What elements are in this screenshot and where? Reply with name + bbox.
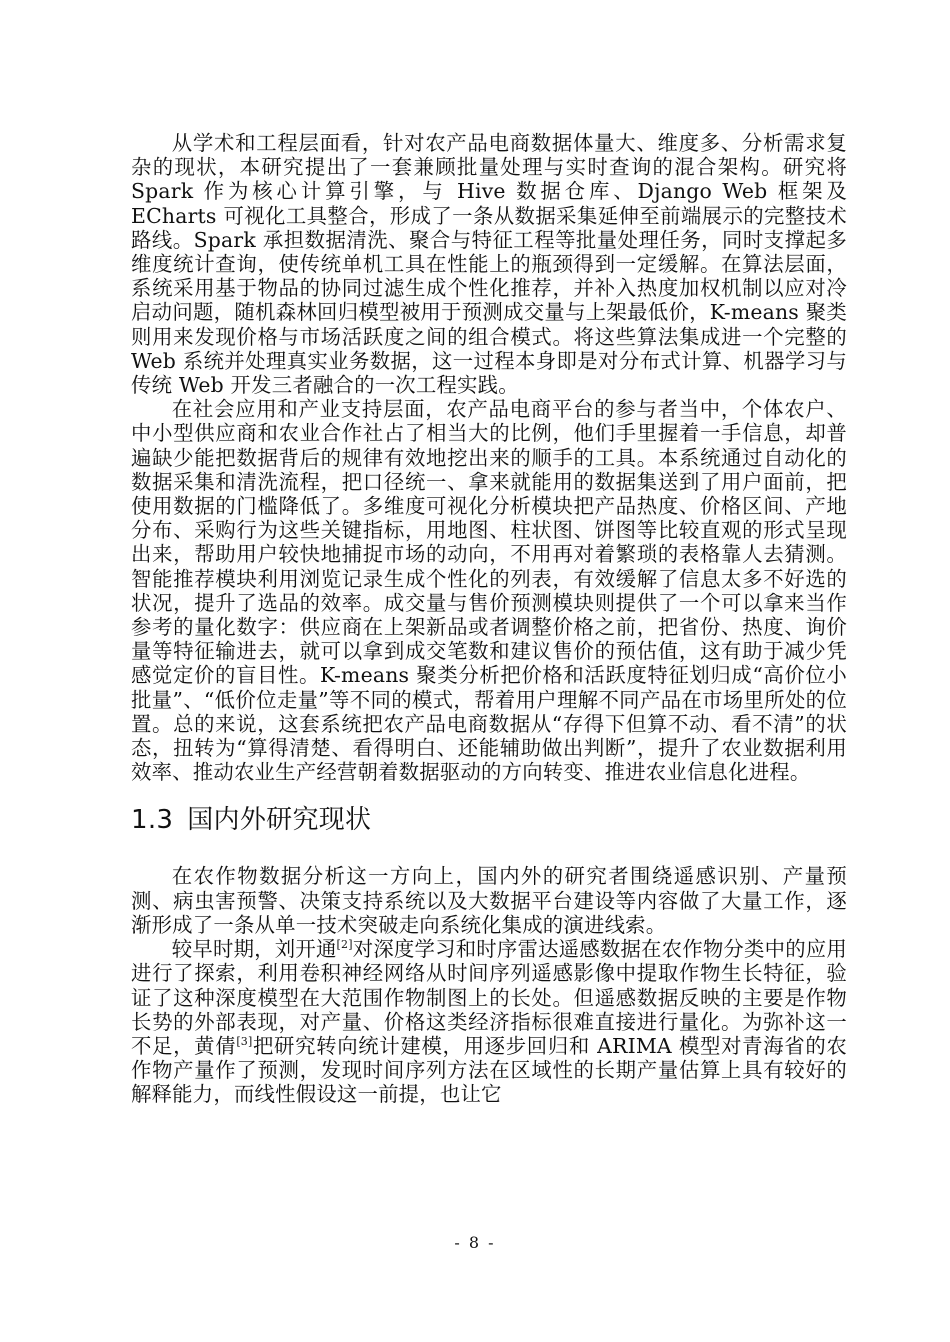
section-title: 国内外研究现状 xyxy=(187,805,372,836)
section-number: 1.3 xyxy=(131,805,174,836)
paragraph-text-part-2: 对深度学习和时序雷达遥感数据在农作物分类中的应用进行了探索，利用卷积神经网络从时间序列遥感影像中提取作物生长特征，验证了这种深度模型在大范围作物制图上的长处。但遥感数据反映的主要是作物长势的外部表现，对产量、价格这类经济指标很难直接进行量化。为弥补这一不足，黄倩 xyxy=(131,937,847,1058)
paragraph-early-research xyxy=(131,937,847,1106)
paragraph-text-part-3: 把研究转向统计建模，用逐步回归和 ARIMA 模型对青海省的农作物产量作了预测，发现时间序列方法在区域性的长期产量估算上具有较好的解释能力，而线性假设这一前提，也让它 xyxy=(131,1033,847,1107)
paragraph-academic-value: 从学术和工程层面看，针对农产品电商数据体量大、维度多、分析需求复杂的现状，本研究提出了一套兼顾批量处理与实时查询的混合架构。研究将 Spark 作为核心计算引擎，与 Hive 数据仓库、Django Web 框架及 ECharts 可视化工具整合，形成了一条从数据采集延伸至前端展示的完整技术路线。Spark 承担数据清洗、聚合与特征工程等批量处理任务，同时支撑起多维度统计查询，使传统单机工具在性能上的瓶颈得到一定缓解。在算法层面，系统采用基于物品的协同过滤生成个性化推荐，并补入热度加权机制以应对冷启动问题，随机森林回归模型被用于预测成交量与上架最低价，K-means 聚类则用来发现价格与市场活跃度之间的组合模式。将这些算法集成进一个完整的 Web 系统并处理真实业务数据，这一过程本身即是对分布式计算、机器学习与传统 Web 开发三者融合的一次工程实践。 xyxy=(131,131,847,398)
paragraph-social-value: 在社会应用和产业支持层面，农产品电商平台的参与者当中，个体农户、中小型供应商和农业合作社占了相当大的比例，他们手里握着一手信息，却普遍缺少能把数据背后的规律有效地挖出来的顺手的工具。本系统通过自动化的数据采集和清洗流程，把口径统一、拿来就能用的数据集送到了用户面前，把使用数据的门槛降低了。多维度可视化分析模块把产品热度、价格区间、产地分布、采购行为这些关键指标，用地图、柱状图、饼图等比较直观的形式呈现出来，帮助用户较快地捕捉市场的动向，不用再对着繁琐的表格靠人去猜测。智能推荐模块利用浏览记录生成个性化的列表，有效缓解了信息太多不好选的状况，提升了选品的效率。成交量与售价预测模块则提供了一个可以拿来当作参考的量化数字：供应商在上架新品或者调整价格之前，把省份、热度、询价量等特征输进去，就可以拿到成交笔数和建议售价的预估值，这有助于减少凭感觉定价的盲目性。K-means 聚类分析把价格和活跃度特征划归成“高价位小批量”、“低价位走量”等不同的模式，帮着用户理解不同产品在市场里所处的位置。总的来说，这套系统把农产品电商数据从“存得下但算不动、看不清”的状态，扭转为“算得清楚、看得明白、还能辅助做出判断”，提升了农业数据利用效率、推动农业生产经营朝着数据驱动的方向转变、推进农业信息化进程。 xyxy=(131,397,847,785)
page-number: - 8 - xyxy=(454,1233,496,1252)
paragraph-research-overview: 在农作物数据分析这一方向上，国内外的研究者围绕遥感识别、产量预测、病虫害预警、决策支持系统以及大数据平台建设等内容做了大量工作，逐渐形成了一条从单一技术突破走向系统化集成的演进线索。 xyxy=(131,864,847,937)
citation-ref-2: [2] xyxy=(336,938,353,952)
section-heading xyxy=(131,804,847,836)
citation-ref-3: [3] xyxy=(236,1034,253,1048)
page-body xyxy=(131,131,847,1107)
paragraph-text-part-1: 较早时期，刘开通 xyxy=(171,937,337,962)
